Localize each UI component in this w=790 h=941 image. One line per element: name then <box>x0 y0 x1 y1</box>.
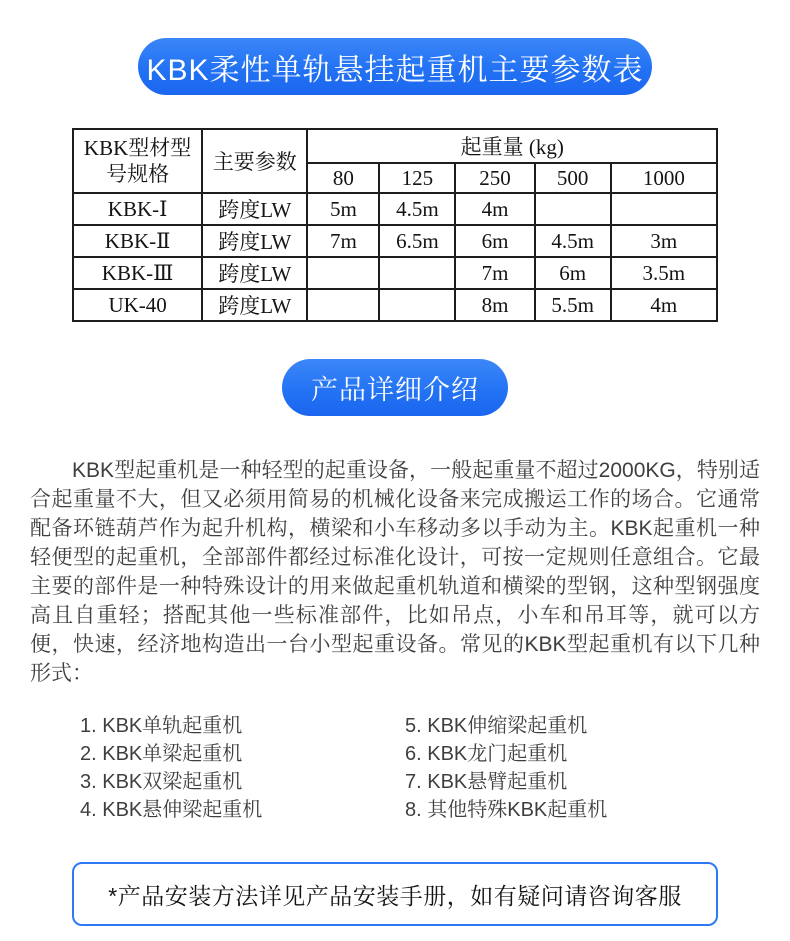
model-cell: KBK-Ⅰ <box>73 193 202 225</box>
capacity-col-1000: 1000 <box>611 163 717 193</box>
value-cell <box>611 193 717 225</box>
list-item: 8. 其他特殊KBK起重机 <box>405 799 608 821</box>
value-cell <box>535 193 611 225</box>
value-cell: 4.5m <box>535 225 611 257</box>
value-cell: 7m <box>307 225 379 257</box>
value-cell: 6.5m <box>379 225 455 257</box>
value-cell <box>379 289 455 321</box>
param-cell: 跨度LW <box>202 193 307 225</box>
value-cell: 5m <box>307 193 379 225</box>
col-header-model: KBK型材型号规格 <box>73 129 202 193</box>
value-cell: 4m <box>455 193 534 225</box>
value-cell <box>379 257 455 289</box>
table-row <box>73 193 717 225</box>
value-cell: 7m <box>455 257 534 289</box>
crane-type-list-right <box>405 712 607 824</box>
installation-notice-text: *产品安装方法详见产品安装手册，如有疑问请咨询客服 <box>108 882 682 909</box>
model-cell: UK-40 <box>73 289 202 321</box>
main-title: KBK柔性单轨悬挂起重机主要参数表 <box>146 53 644 87</box>
table-row <box>73 225 717 257</box>
list-item: 2. KBK单梁起重机 <box>80 743 243 765</box>
list-item: 6. KBK龙门起重机 <box>405 743 568 765</box>
capacity-col-80: 80 <box>307 163 379 193</box>
crane-type-list-left <box>80 712 405 824</box>
col-header-capacity: 起重量 (kg) <box>307 129 717 163</box>
capacity-col-500: 500 <box>535 163 611 193</box>
intro-paragraph: KBK型起重机是一种轻型的起重设备，一般起重量不超过2000KG，特别适合起重量不大，但又必须用简易的机械化设备来完成搬运工作的场合。它通常配备环链葫芦作为起升机构，横梁和小车移动多以手动为主。KBK起重机一种轻便型的起重机，全部部件都经过标准化设计，可按一定规则任意组合。它最主要的部件是一种特殊设计的用来做起重机轨道和横梁的型钢，这种型钢强度高且自重轻；搭配其他一些标准部件，比如吊点，小车和吊耳等，就可以方便，快速，经济地构造出一台小型起重设备。常见的KBK型起重机有以下几种形式： <box>30 459 760 685</box>
product-intro-section-label: 产品详细介绍 <box>311 375 479 405</box>
crane-type-lists <box>80 712 790 824</box>
param-cell: 跨度LW <box>202 225 307 257</box>
value-cell: 8m <box>455 289 534 321</box>
value-cell: 6m <box>535 257 611 289</box>
value-cell <box>307 289 379 321</box>
capacity-col-250: 250 <box>455 163 534 193</box>
table-header-row-1 <box>73 129 717 163</box>
product-intro-section-header <box>282 359 508 416</box>
value-cell: 3.5m <box>611 257 717 289</box>
value-cell: 3m <box>611 225 717 257</box>
capacity-col-125: 125 <box>379 163 455 193</box>
list-item: 1. KBK单轨起重机 <box>80 715 243 737</box>
table-row <box>73 289 717 321</box>
parameters-table <box>72 128 718 322</box>
list-item: 4. KBK悬伸梁起重机 <box>80 799 263 821</box>
installation-notice-box <box>72 862 718 926</box>
param-cell: 跨度LW <box>202 289 307 321</box>
value-cell: 6m <box>455 225 534 257</box>
model-cell: KBK-Ⅲ <box>73 257 202 289</box>
value-cell: 4.5m <box>379 193 455 225</box>
param-cell: 跨度LW <box>202 257 307 289</box>
model-cell: KBK-Ⅱ <box>73 225 202 257</box>
main-title-banner <box>138 38 652 95</box>
list-item: 7. KBK悬臂起重机 <box>405 771 568 793</box>
list-item: 3. KBK双梁起重机 <box>80 771 243 793</box>
col-header-main-param: 主要参数 <box>202 129 307 193</box>
table-row <box>73 257 717 289</box>
value-cell: 4m <box>611 289 717 321</box>
list-item: 5. KBK伸缩梁起重机 <box>405 715 588 737</box>
value-cell <box>307 257 379 289</box>
value-cell: 5.5m <box>535 289 611 321</box>
